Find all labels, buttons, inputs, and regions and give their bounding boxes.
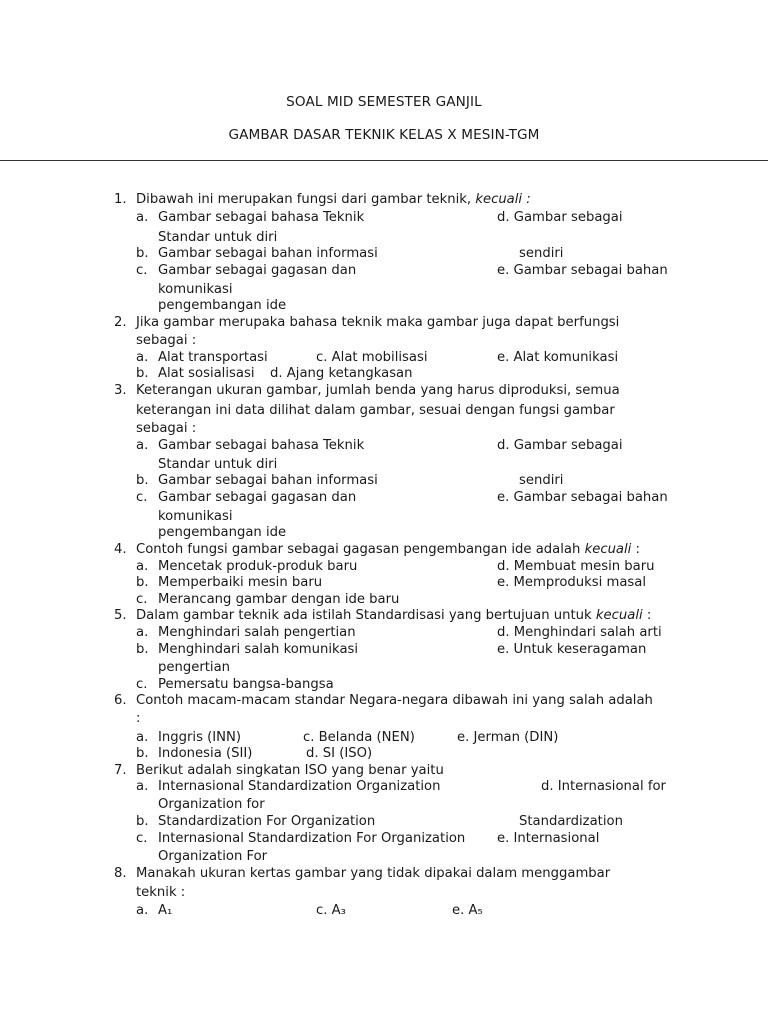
option-e: e. Gambar sebagai bahan xyxy=(497,490,668,505)
emphasis: kecuali xyxy=(584,542,632,557)
option-c: Merancang gambar dengan ide baru xyxy=(158,592,400,607)
option-c-continued: pengembangan ide xyxy=(158,298,287,313)
option-continued: komunikasi xyxy=(158,282,233,297)
question-stem-continued: teknik : xyxy=(136,885,186,900)
question-stem: Jika gambar merupaka bahasa teknik maka gambar juga dapat berfungsi xyxy=(136,315,620,330)
option-e: e. Memproduksi masal xyxy=(497,575,647,590)
option-a-continued: Standar untuk diri xyxy=(158,457,278,472)
header-divider xyxy=(0,160,768,161)
question-stem: Dalam gambar teknik ada istilah Standardisasi yang bertujuan untuk kecuali : xyxy=(136,608,652,623)
option-b-continued: pengertian xyxy=(158,660,231,675)
option-marker: a. xyxy=(136,438,149,453)
option-b: Menghindari salah komunikasi xyxy=(158,642,359,657)
option-marker: c. xyxy=(136,677,148,692)
emphasis: kecuali xyxy=(595,608,643,623)
question-number: 1. xyxy=(114,192,127,207)
question-stem: Keterangan ukuran gambar, jumlah benda yang harus diproduksi, semua xyxy=(136,383,620,398)
question-number: 6. xyxy=(114,693,127,708)
question-stem: Contoh macam-macam standar Negara-negara dibawah ini yang salah adalah xyxy=(136,693,653,708)
option-b: Memperbaiki mesin baru xyxy=(158,575,323,590)
option-a-continued: Standar untuk diri xyxy=(158,230,278,245)
option-a: Gambar sebagai bahasa Teknik xyxy=(158,210,365,225)
option-marker: a. xyxy=(136,350,149,365)
option-d-continued: sendiri xyxy=(519,246,564,261)
question-stem: Contoh fungsi gambar sebagai gagasan pengembangan ide adalah kecuali : xyxy=(136,542,640,557)
option-c: Internasional Standardization For Organization xyxy=(158,831,466,846)
option-marker: a. xyxy=(136,730,149,745)
question-stem-continued: sebagai : xyxy=(136,333,197,348)
question-stem: Berikut adalah singkatan ISO yang benar yaitu xyxy=(136,763,444,778)
option-d: d. SI (ISO) xyxy=(306,746,373,761)
question-number: 4. xyxy=(114,542,127,557)
option-marker: b. xyxy=(136,473,149,488)
option-a: Gambar sebagai bahasa Teknik xyxy=(158,438,365,453)
option-marker: a. xyxy=(136,559,149,574)
option-a: Internasional Standardization Organization xyxy=(158,779,441,794)
option-e: e. Alat komunikasi xyxy=(497,350,619,365)
option-marker: b. xyxy=(136,814,149,829)
option-d: d. Internasional for xyxy=(541,779,666,794)
option-a: Menghindari salah pengertian xyxy=(158,625,356,640)
option-a: A₁ xyxy=(158,903,173,918)
question-stem-continued: sebagai : xyxy=(136,421,197,436)
option-c-continued: pengembangan ide xyxy=(158,525,287,540)
question-number: 8. xyxy=(114,866,127,881)
option-b: Indonesia (SII) xyxy=(158,746,253,761)
option-c: c. Alat mobilisasi xyxy=(316,350,428,365)
question-number: 3. xyxy=(114,383,127,398)
option-e: e. Gambar sebagai bahan xyxy=(497,263,668,278)
option-e: e. Internasional xyxy=(497,831,600,846)
option-d: d. Gambar sebagai xyxy=(497,210,623,225)
option-c: c. Belanda (NEN) xyxy=(303,730,415,745)
option-a-continued: Organization for xyxy=(158,797,265,812)
option-marker: a. xyxy=(136,903,149,918)
question-number: 2. xyxy=(114,315,127,330)
option-marker: a. xyxy=(136,625,149,640)
option-d: d. Gambar sebagai xyxy=(497,438,623,453)
option-c: Gambar sebagai gagasan dan xyxy=(158,263,357,278)
option-marker: b. xyxy=(136,642,149,657)
option-marker: c. xyxy=(136,592,148,607)
option-marker: a. xyxy=(136,210,149,225)
option-marker: a. xyxy=(136,779,149,794)
option-continued: komunikasi xyxy=(158,509,233,524)
option-marker: b. xyxy=(136,575,149,590)
option-marker: b. xyxy=(136,246,149,261)
option-b: Gambar sebagai bahan informasi xyxy=(158,246,378,261)
option-marker: b. xyxy=(136,366,149,381)
option-a: Inggris (INN) xyxy=(158,730,242,745)
option-d: d. Ajang ketangkasan xyxy=(270,366,413,381)
option-marker: b. xyxy=(136,746,149,761)
emphasis: kecuali : xyxy=(475,192,531,207)
option-b: Gambar sebagai bahan informasi xyxy=(158,473,378,488)
option-b: Alat sosialisasi xyxy=(158,366,255,381)
option-d: d. Menghindari salah arti xyxy=(497,625,662,640)
document-title: SOAL MID SEMESTER GANJIL xyxy=(286,94,482,110)
option-b: Standardization For Organization xyxy=(158,814,376,829)
question-number: 5. xyxy=(114,608,127,623)
document-subtitle: GAMBAR DASAR TEKNIK KELAS X MESIN-TGM xyxy=(228,127,540,143)
option-d: d. Membuat mesin baru xyxy=(497,559,655,574)
option-c: Gambar sebagai gagasan dan xyxy=(158,490,357,505)
question-number: 7. xyxy=(114,763,127,778)
option-marker: c. xyxy=(136,490,148,505)
option-e: e. Untuk keseragaman xyxy=(497,642,647,657)
option-marker: c. xyxy=(136,263,148,278)
question-stem-continued: : xyxy=(136,711,141,726)
question-stem: Dibawah ini merupakan fungsi dari gambar teknik, kecuali : xyxy=(136,192,531,207)
option-c-continued: Organization For xyxy=(158,849,268,864)
option-a: Mencetak produk-produk baru xyxy=(158,559,358,574)
option-marker: c. xyxy=(136,831,148,846)
option-d-continued: sendiri xyxy=(519,473,564,488)
option-e: e. Jerman (DIN) xyxy=(457,730,559,745)
option-d-continued: Standardization xyxy=(519,814,623,829)
option-c: Pemersatu bangsa-bangsa xyxy=(158,677,334,692)
option-a: Alat transportasi xyxy=(158,350,268,365)
option-c: c. A₃ xyxy=(316,903,346,918)
question-stem-continued: keterangan ini data dilihat dalam gambar, sesuai dengan fungsi gambar xyxy=(136,403,615,418)
option-e: e. A₅ xyxy=(452,903,483,918)
question-stem: Manakah ukuran kertas gambar yang tidak dipakai dalam menggambar xyxy=(136,866,611,881)
